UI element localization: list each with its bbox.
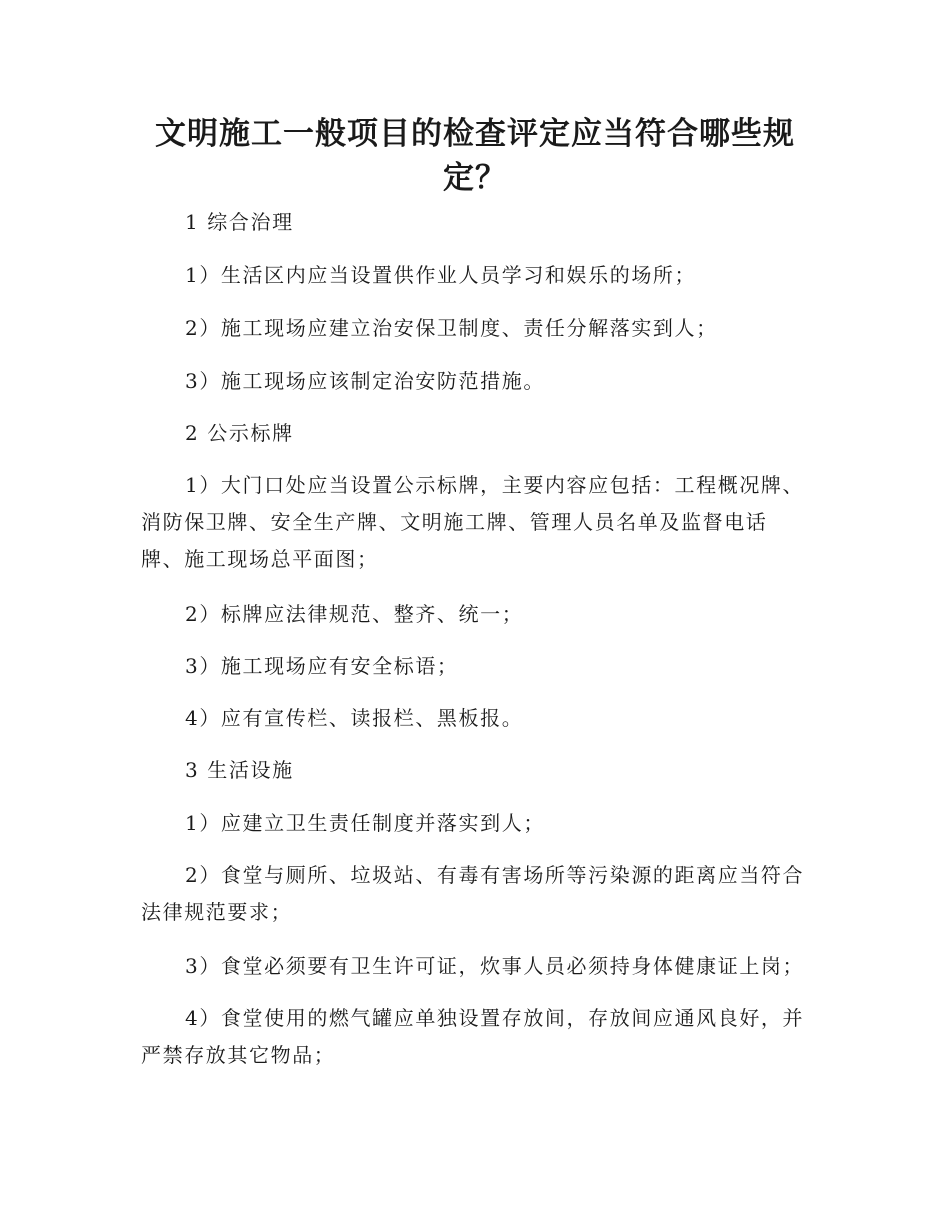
paragraph-item: 1）应建立卫生责任制度并落实到人；	[185, 811, 545, 835]
paragraph-item: 1）大门口处应当设置公示标牌，主要内容应包括：工程概况牌、消防保卫牌、安全生产牌、文明施工牌、管理人员名单及监督电话牌、施工现场总平面图；	[141, 473, 805, 571]
paragraph-item: 2）标牌应法律规范、整齐、统一；	[185, 602, 524, 626]
section-heading-1: 1 综合治理	[185, 210, 294, 234]
paragraph-item: 2）食堂与厕所、垃圾站、有毒有害场所等污染源的距离应当符合法律规范要求；	[141, 863, 805, 924]
document-title: 文明施工一般项目的检查评定应当符合哪些规定？	[155, 116, 795, 196]
paragraph-item: 4）应有宣传栏、读报栏、黑板报。	[185, 706, 524, 730]
paragraph-item: 4）食堂使用的燃气罐应单独设置存放间，存放间应通风良好，并严禁存放其它物品；	[141, 1006, 805, 1067]
section-heading-3: 3 生活设施	[185, 758, 294, 782]
paragraph-item: 1）生活区内应当设置供作业人员学习和娱乐的场所；	[185, 263, 697, 287]
paragraph-item: 2）施工现场应建立治安保卫制度、责任分解落实到人；	[185, 316, 718, 340]
paragraph-item: 3）施工现场应该制定治安防范措施。	[185, 369, 545, 393]
paragraph-item: 3）施工现场应有安全标语；	[185, 654, 459, 678]
paragraph-item: 3）食堂必须要有卫生许可证，炊事人员必须持身体健康证上岗；	[185, 954, 805, 978]
section-heading-2: 2 公示标牌	[185, 421, 294, 445]
